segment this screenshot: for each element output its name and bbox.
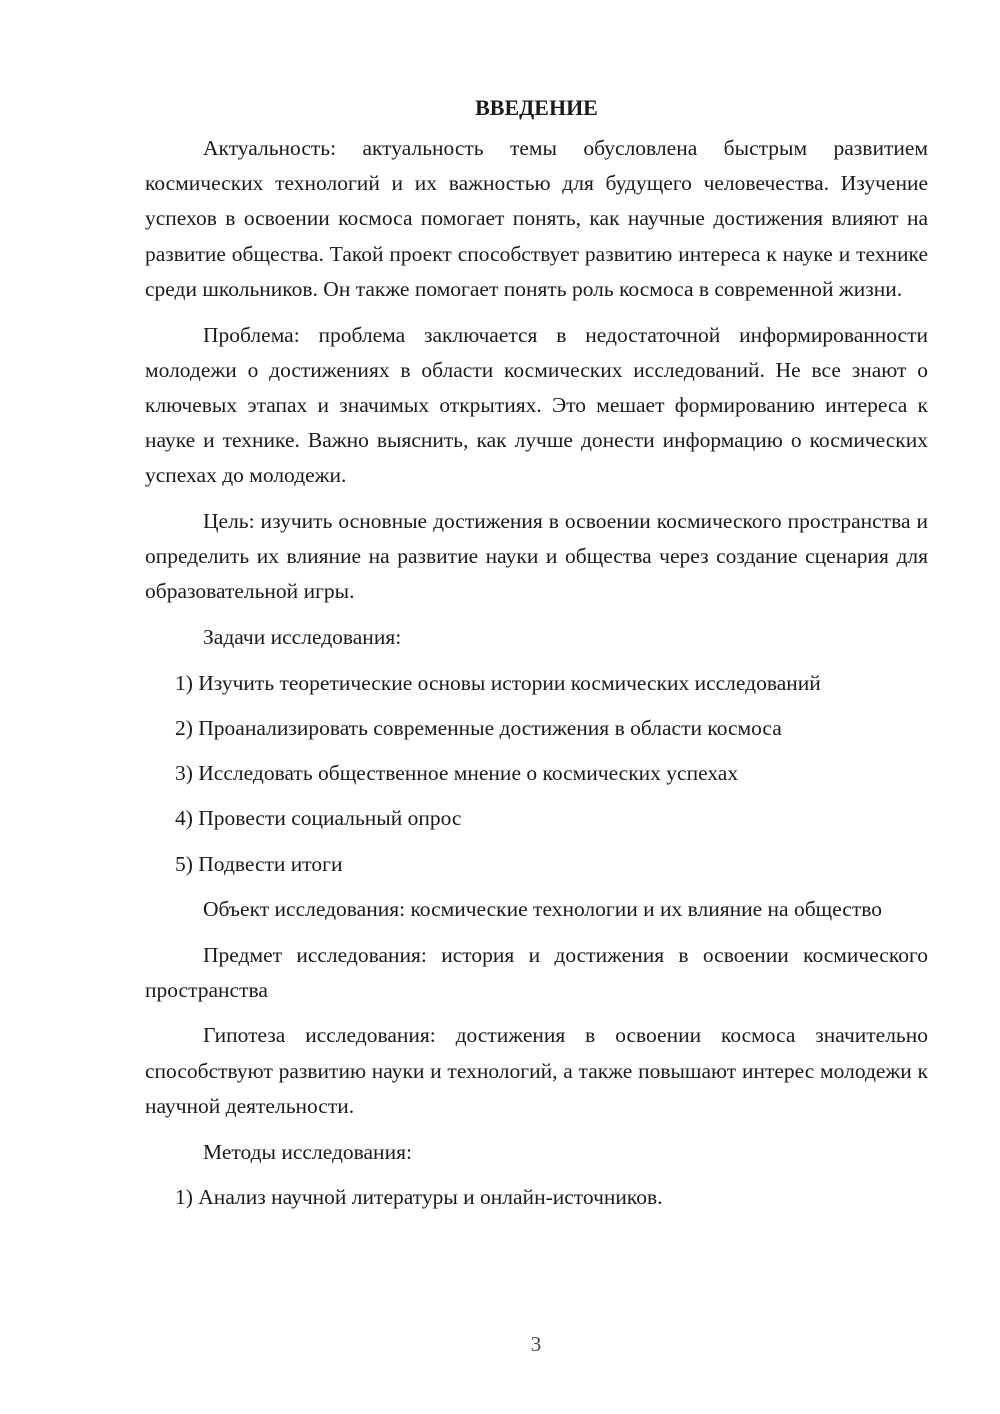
tasks-heading: Задачи исследования: bbox=[203, 625, 402, 650]
object-paragraph: Объект исследования: космические технологии и их влияние на общество bbox=[203, 896, 882, 921]
list-item: 2) Проанализировать современные достижения в области космоса bbox=[175, 716, 782, 741]
section-title: ВВЕДЕНИЕ bbox=[475, 95, 598, 120]
problem-paragraph: Проблема: проблема заключается в недостаточной информированности молодежи о достижениях в области космических исследований. Не все знают о ключевых этапах и значимых открытиях. Это мешает формированию интереса к науке и технике. Важно выяснить, как лучше донести информацию о космических успехах до молодежи. bbox=[145, 322, 928, 488]
list-item: 5) Подвести итоги bbox=[175, 851, 343, 876]
methods-heading: Методы исследования: bbox=[203, 1139, 412, 1164]
methods-list bbox=[145, 1180, 928, 1215]
list-item: 1) Изучить теоретические основы истории космических исследований bbox=[175, 670, 821, 695]
tasks-list bbox=[145, 666, 928, 882]
subject-paragraph: Предмет исследования: история и достижения в освоении космического пространства bbox=[145, 942, 928, 1002]
page-number: 3 bbox=[530, 1332, 542, 1356]
list-item: 3) Исследовать общественное мнение о космических успехах bbox=[175, 761, 739, 786]
list-item: 4) Провести социальный опрос bbox=[175, 806, 462, 831]
goal-paragraph: Цель: изучить основные достижения в освоении космического пространства и определить их влияние на развитие науки и общества через создание сценария для образовательной игры. bbox=[145, 509, 928, 604]
hypothesis-paragraph: Гипотеза исследования: достижения в освоении космоса значительно способствуют развитию науки и технологий, а также повышают интерес молодежи к научной деятельности. bbox=[145, 1023, 928, 1118]
document-page bbox=[145, 90, 928, 1225]
list-item: 1) Анализ научной литературы и онлайн-источников. bbox=[175, 1185, 663, 1210]
relevance-paragraph: Актуальность: актуальность темы обусловлена быстрым развитием космических технологий и их важностью для будущего человечества. Изучение успехов в освоении космоса помогает понять, как научные достижения влияют на развитие общества. Такой проект способствует развитию интереса к науке и технике среди школьников. Он также помогает понять роль космоса в современной жизни. bbox=[145, 136, 928, 301]
